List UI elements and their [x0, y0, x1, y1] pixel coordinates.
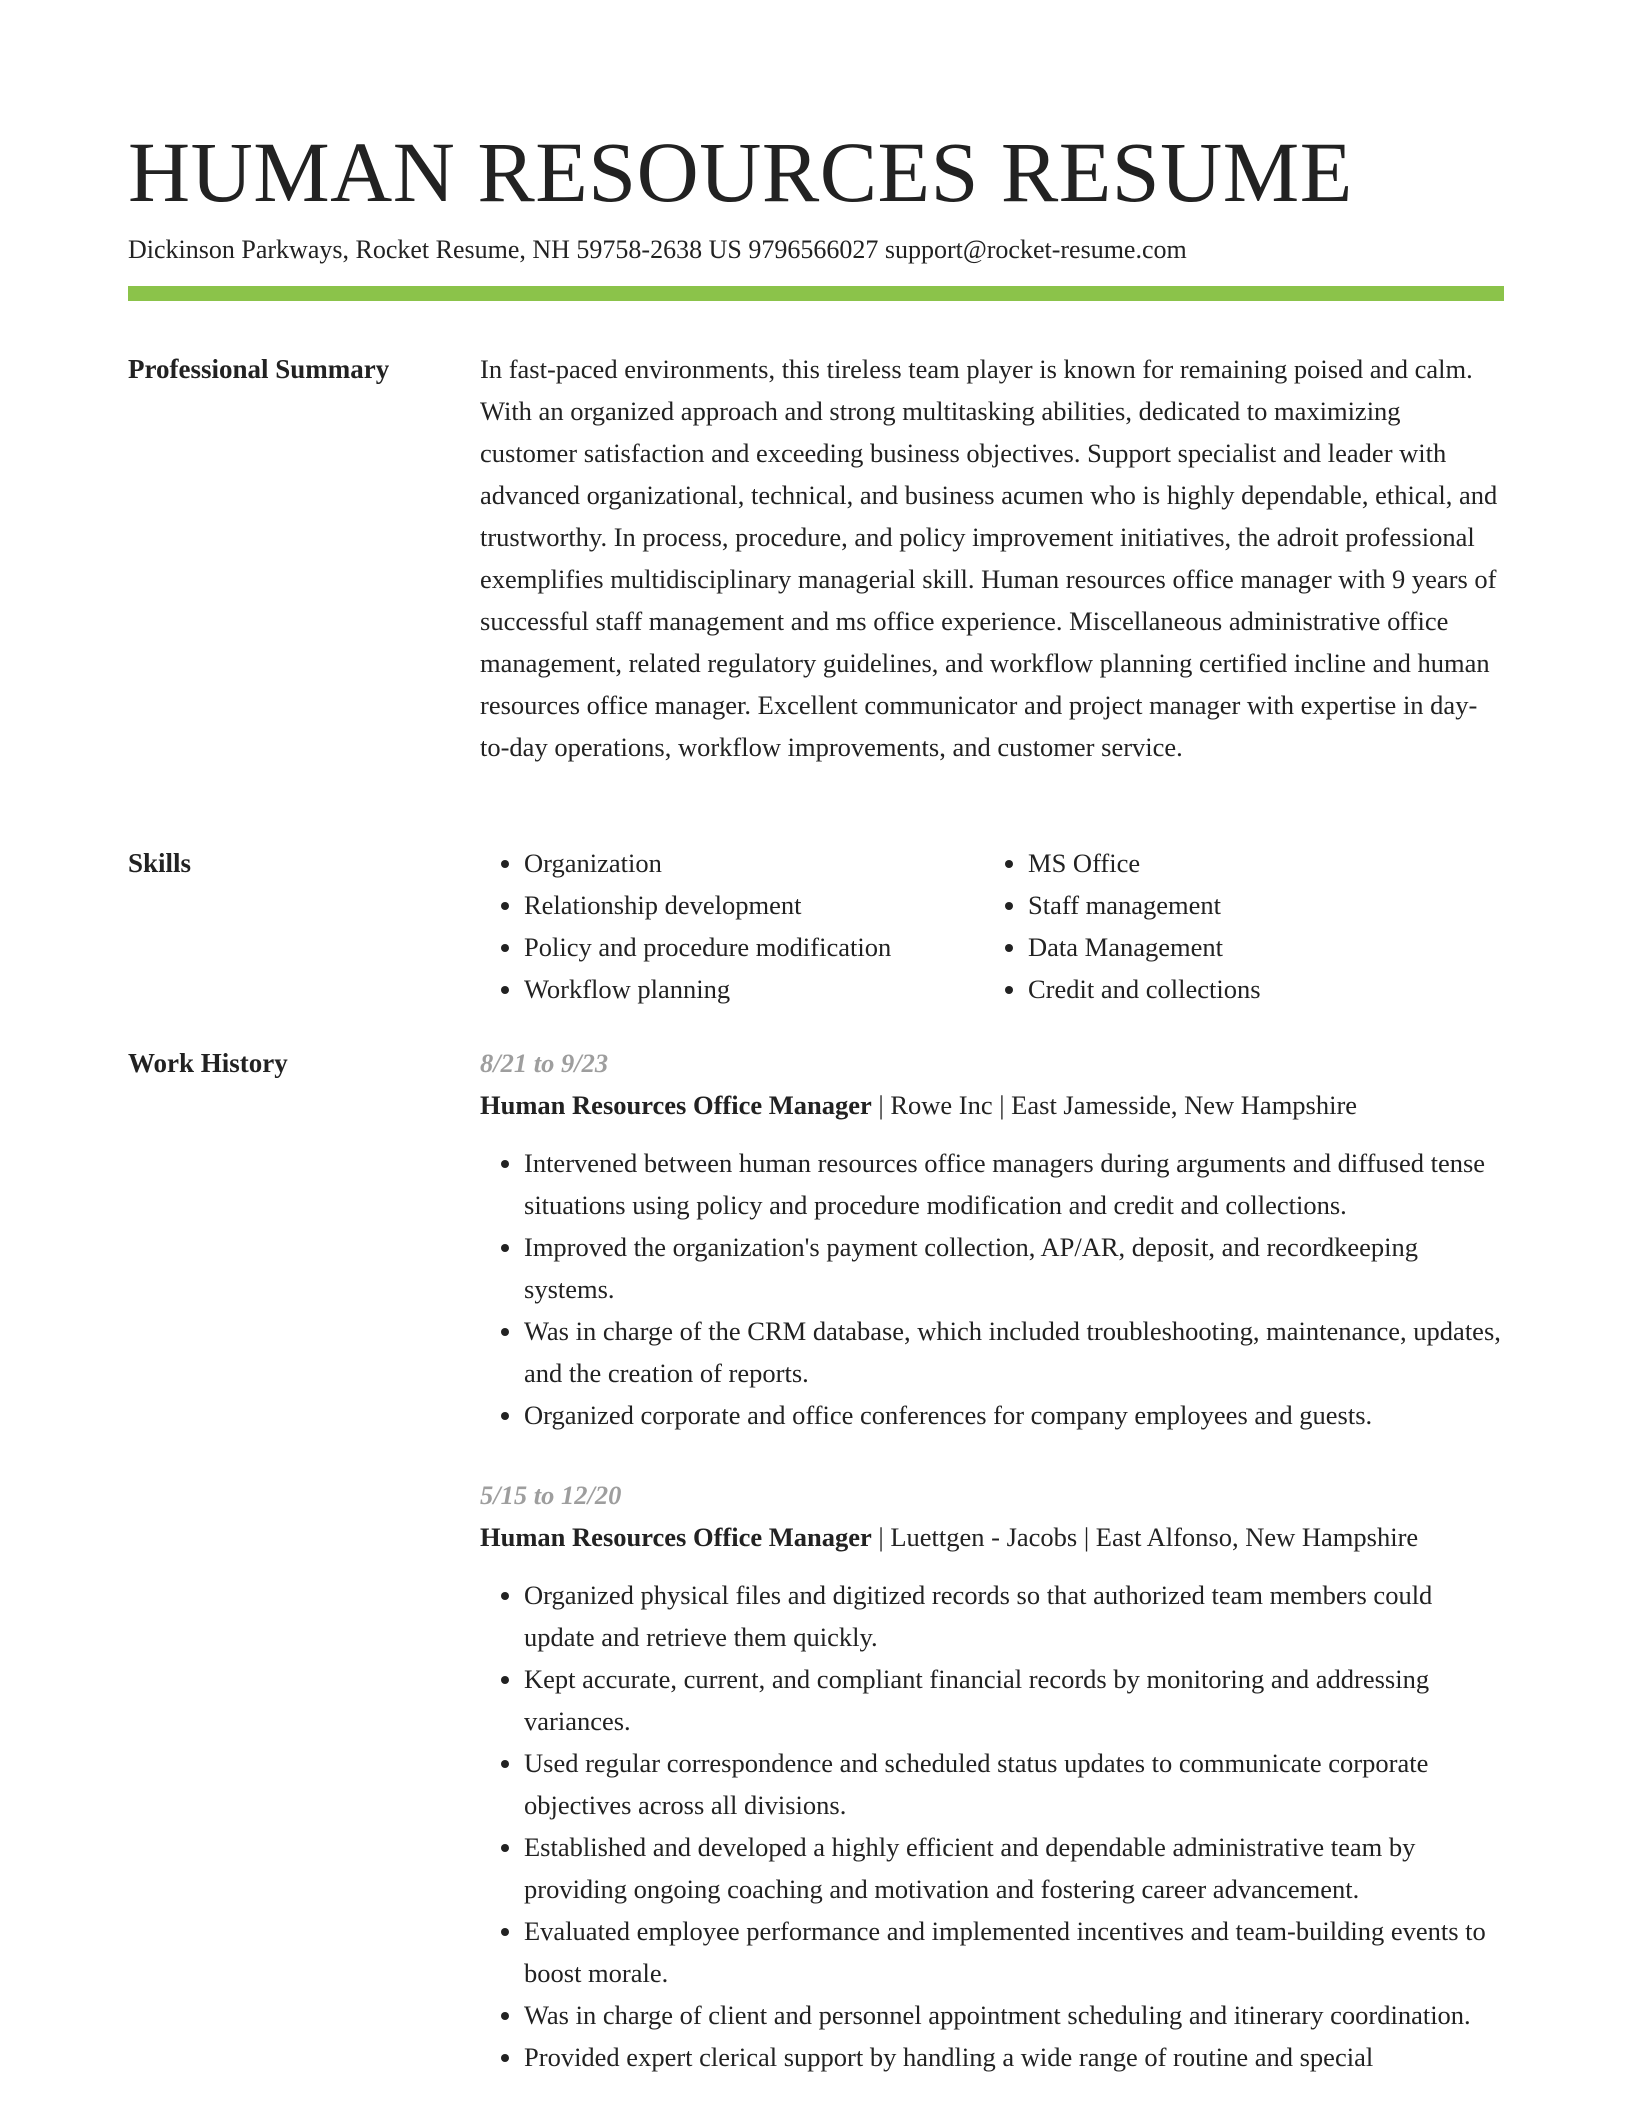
job-dates: 8/21 to 9/23	[480, 1048, 609, 1078]
skills-grid	[480, 842, 1504, 1010]
skill-item: • Organization	[524, 842, 984, 884]
job-entry	[480, 1474, 1504, 2078]
contact-line: Dickinson Parkways, Rocket Resume, NH 59758-2638 US 9796566027 support@rocket-resume.com	[128, 235, 1187, 264]
job-heading	[480, 1084, 1504, 1126]
skills-list-right	[984, 842, 1488, 1010]
skill-item: • Credit and collections	[1028, 968, 1488, 1010]
job-bullet: • Organized physical files and digitized records so that authorized team members could update and retrieve them quickly.	[524, 1574, 1504, 1658]
section-label-skills: Skills	[128, 848, 192, 878]
job-bullet: • Was in charge of client and personnel appointment scheduling and itinerary coordination.	[524, 1994, 1504, 2036]
job-title: Human Resources Office Manager	[480, 1522, 872, 1552]
skill-item: • Data Management	[1028, 926, 1488, 968]
job-bullet: • Organized corporate and office conferences for company employees and guests.	[524, 1394, 1504, 1436]
skill-item: • Relationship development	[524, 884, 984, 926]
job-entry	[480, 1042, 1504, 1436]
skills-body	[480, 842, 1504, 1010]
skill-item: • Workflow planning	[524, 968, 984, 1010]
job-bullet: • Provided expert clerical support by handling a wide range of routine and special	[524, 2036, 1504, 2078]
job-bullet: • Kept accurate, current, and compliant financial records by monitoring and addressing variances.	[524, 1658, 1504, 1742]
job-bullet: • Was in charge of the CRM database, which included troubleshooting, maintenance, updates, and the creation of reports.	[524, 1310, 1504, 1394]
job-bullets	[480, 1574, 1504, 2078]
summary-body	[480, 348, 1504, 768]
resume-title: HUMAN RESOURCES RESUME	[128, 124, 1353, 220]
skills-list-left	[480, 842, 984, 1010]
skill-item: • Staff management	[1028, 884, 1488, 926]
job-heading	[480, 1516, 1504, 1558]
job-bullets	[480, 1142, 1504, 1436]
summary-text: In fast-paced environments, this tireless team player is known for remaining poised and calm. With an organized approach and strong multitasking abilities, dedicated to maximizing customer satisfaction and exceeding business objectives. Support specialist and leader with advanced organizational, technical, and business acumen who is highly dependable, ethical, and trustworthy. In process, procedure, and policy improvement initiatives, the adroit professional exemplifies multidisciplinary managerial skill. Human resources office manager with 9 years of successful staff management and ms office experience. Miscellaneous administrative office management, related regulatory guidelines, and workflow planning certified incline and human resources office manager. Excellent communicator and project manager with expertise in day-to-day operations, workflow improvements, and customer service.	[480, 354, 1498, 762]
job-bullet: • Improved the organization's payment collection, AP/AR, deposit, and recordkeeping systems.	[524, 1226, 1504, 1310]
job-details: | Rowe Inc | East Jamesside, New Hampshire	[871, 1090, 1358, 1120]
skill-item: • Policy and procedure modification	[524, 926, 984, 968]
job-bullet: • Intervened between human resources office managers during arguments and diffused tense situations using policy and procedure modification and credit and collections.	[524, 1142, 1504, 1226]
job-details: | Luettgen - Jacobs | East Alfonso, New Hampshire	[871, 1522, 1419, 1552]
job-title: Human Resources Office Manager	[480, 1090, 872, 1120]
header-divider	[128, 286, 1504, 301]
job-bullet: • Evaluated employee performance and implemented incentives and team-building events to boost morale.	[524, 1910, 1504, 1994]
skill-item: • MS Office	[1028, 842, 1488, 884]
job-bullet: • Used regular correspondence and scheduled status updates to communicate corporate objectives across all divisions.	[524, 1742, 1504, 1826]
job-bullet: • Established and developed a highly efficient and dependable administrative team by providing ongoing coaching and motivation and fostering career advancement.	[524, 1826, 1504, 1910]
job-dates: 5/15 to 12/20	[480, 1480, 622, 1510]
section-label-work-history: Work History	[128, 1048, 288, 1078]
work-history-body	[480, 1042, 1504, 2116]
section-label-summary: Professional Summary	[128, 354, 390, 384]
